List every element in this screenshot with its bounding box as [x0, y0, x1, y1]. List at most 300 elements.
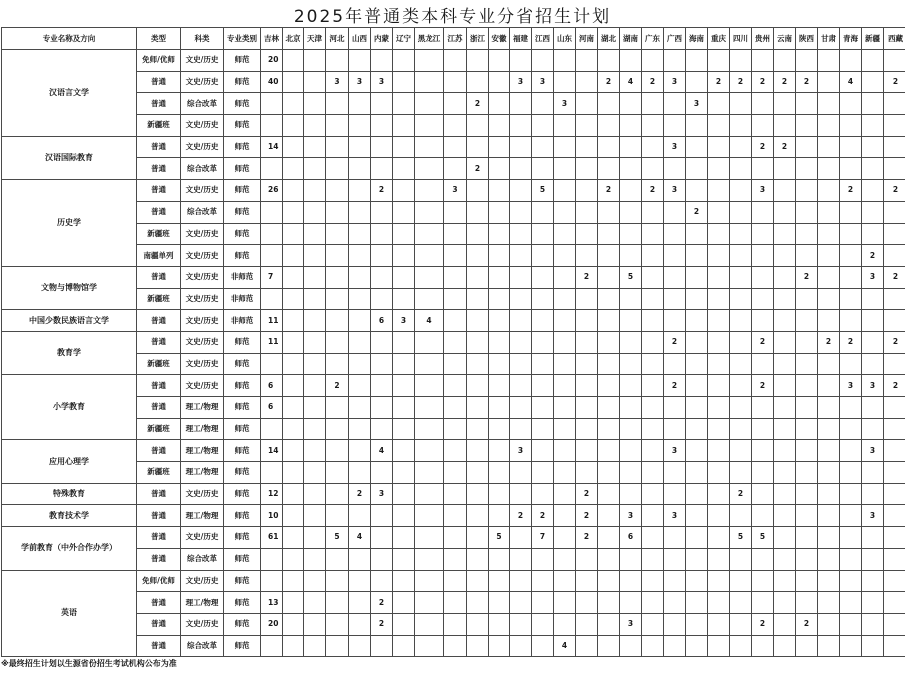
quota-cell: [326, 505, 349, 527]
quota-cell: [598, 397, 620, 419]
quota-cell: [444, 223, 467, 245]
quota-cell: [510, 245, 532, 267]
quota-cell: [371, 201, 393, 223]
quota-cell: [283, 635, 304, 657]
quota-cell: [818, 266, 840, 288]
quota-cell: 3: [349, 71, 371, 93]
quota-cell: [598, 50, 620, 72]
quota-cell: [774, 223, 796, 245]
quota-cell: [620, 50, 642, 72]
quota-cell: [467, 331, 489, 353]
quota-cell: [349, 93, 371, 115]
quota-cell: [752, 548, 774, 570]
quota-cell: [283, 331, 304, 353]
subject-track: 理工/物理: [181, 418, 224, 440]
quota-cell: [708, 505, 730, 527]
quota-cell: [489, 483, 510, 505]
quota-cell: [532, 418, 554, 440]
quota-cell: [796, 375, 818, 397]
quota-cell: [261, 93, 283, 115]
quota-cell: [818, 245, 840, 267]
quota-cell: [686, 527, 708, 549]
quota-cell: [752, 462, 774, 484]
quota-cell: [862, 223, 884, 245]
quota-cell: [796, 136, 818, 158]
quota-cell: [489, 635, 510, 657]
quota-cell: 2: [467, 93, 489, 115]
quota-cell: [444, 310, 467, 332]
quota-cell: [576, 462, 598, 484]
table-row: [2, 288, 905, 310]
quota-cell: [444, 613, 467, 635]
quota-cell: 2: [774, 71, 796, 93]
quota-cell: [393, 548, 415, 570]
table-row: [2, 71, 905, 93]
quota-cell: [884, 483, 905, 505]
quota-cell: [467, 635, 489, 657]
quota-cell: [818, 136, 840, 158]
quota-cell: [752, 158, 774, 180]
admission-type: 新疆班: [137, 115, 181, 137]
quota-cell: [862, 613, 884, 635]
quota-cell: 5: [752, 527, 774, 549]
column-header: 云南: [774, 28, 796, 50]
quota-cell: [554, 548, 576, 570]
quota-cell: [774, 266, 796, 288]
quota-cell: [862, 353, 884, 375]
quota-cell: 2: [532, 505, 554, 527]
quota-cell: [686, 50, 708, 72]
quota-cell: [576, 310, 598, 332]
subject-track: 理工/物理: [181, 397, 224, 419]
quota-cell: 3: [620, 613, 642, 635]
quota-cell: [598, 93, 620, 115]
quota-cell: [304, 136, 326, 158]
quota-cell: [371, 505, 393, 527]
quota-cell: [393, 483, 415, 505]
quota-cell: [664, 548, 686, 570]
quota-cell: [730, 440, 752, 462]
quota-cell: [708, 397, 730, 419]
quota-cell: 4: [840, 71, 862, 93]
quota-cell: [620, 635, 642, 657]
major-category: 非师范: [224, 288, 261, 310]
admission-type: 南疆单列: [137, 245, 181, 267]
quota-cell: [415, 180, 444, 202]
table-row: [2, 635, 905, 657]
quota-cell: 6: [620, 527, 642, 549]
quota-cell: [304, 331, 326, 353]
quota-cell: [840, 440, 862, 462]
quota-cell: 2: [371, 592, 393, 614]
quota-cell: [393, 440, 415, 462]
quota-cell: [415, 245, 444, 267]
quota-cell: [686, 418, 708, 440]
quota-cell: [489, 136, 510, 158]
quota-cell: [444, 462, 467, 484]
quota-cell: [730, 223, 752, 245]
quota-cell: [796, 245, 818, 267]
quota-cell: [554, 201, 576, 223]
quota-cell: [532, 613, 554, 635]
quota-cell: [532, 548, 554, 570]
quota-cell: [620, 397, 642, 419]
quota-cell: [349, 201, 371, 223]
major-category: 师范: [224, 50, 261, 72]
column-header: 天津: [304, 28, 326, 50]
quota-cell: [349, 592, 371, 614]
quota-cell: 6: [261, 397, 283, 419]
quota-cell: [686, 331, 708, 353]
admission-type: 免师/优师: [137, 570, 181, 592]
quota-cell: [642, 592, 664, 614]
major-name: 学前教育（中外合作办学）: [2, 527, 137, 570]
quota-cell: [444, 50, 467, 72]
quota-cell: [283, 548, 304, 570]
quota-cell: [818, 570, 840, 592]
quota-cell: [554, 223, 576, 245]
quota-cell: [730, 50, 752, 72]
quota-cell: [283, 527, 304, 549]
quota-cell: [642, 331, 664, 353]
quota-cell: [642, 201, 664, 223]
quota-cell: [371, 93, 393, 115]
quota-cell: [664, 635, 686, 657]
quota-cell: [686, 613, 708, 635]
quota-cell: [326, 592, 349, 614]
quota-cell: [576, 440, 598, 462]
quota-cell: [532, 245, 554, 267]
table-row: [2, 310, 905, 332]
quota-cell: [576, 331, 598, 353]
quota-cell: [642, 375, 664, 397]
column-header: 辽宁: [393, 28, 415, 50]
quota-cell: [576, 635, 598, 657]
quota-cell: [752, 418, 774, 440]
quota-cell: [415, 71, 444, 93]
quota-cell: [818, 115, 840, 137]
quota-cell: [489, 505, 510, 527]
quota-cell: [326, 548, 349, 570]
major-category: 师范: [224, 331, 261, 353]
major-category: 非师范: [224, 266, 261, 288]
quota-cell: [326, 310, 349, 332]
quota-cell: [554, 505, 576, 527]
major-name: 中国少数民族语言文学: [2, 310, 137, 332]
quota-cell: [796, 223, 818, 245]
table-row: [2, 505, 905, 527]
quota-cell: [862, 180, 884, 202]
quota-cell: [304, 71, 326, 93]
quota-cell: [283, 310, 304, 332]
quota-cell: [283, 397, 304, 419]
quota-cell: [304, 201, 326, 223]
table-row: [2, 180, 905, 202]
quota-cell: [664, 592, 686, 614]
quota-cell: [349, 440, 371, 462]
quota-cell: [620, 310, 642, 332]
quota-cell: [371, 331, 393, 353]
quota-cell: [620, 462, 642, 484]
quota-cell: 4: [371, 440, 393, 462]
quota-cell: [642, 570, 664, 592]
quota-cell: 10: [261, 505, 283, 527]
quota-cell: [664, 266, 686, 288]
quota-cell: [642, 635, 664, 657]
quota-cell: [444, 418, 467, 440]
quota-cell: [415, 375, 444, 397]
major-name: 教育技术学: [2, 505, 137, 527]
quota-cell: [840, 93, 862, 115]
admission-type: 免师/优师: [137, 50, 181, 72]
quota-cell: [283, 71, 304, 93]
quota-cell: [796, 548, 818, 570]
quota-cell: [304, 266, 326, 288]
quota-cell: [576, 418, 598, 440]
major-category: 师范: [224, 505, 261, 527]
quota-cell: [884, 93, 905, 115]
quota-cell: [304, 527, 326, 549]
subject-track: 综合改革: [181, 201, 224, 223]
quota-cell: [444, 483, 467, 505]
column-header: 浙江: [467, 28, 489, 50]
table-row: [2, 462, 905, 484]
table-row: [2, 93, 905, 115]
table-row: [2, 223, 905, 245]
quota-cell: [840, 353, 862, 375]
quota-cell: [554, 397, 576, 419]
major-category: 师范: [224, 483, 261, 505]
admission-type: 普通: [137, 483, 181, 505]
quota-cell: [620, 115, 642, 137]
quota-cell: [532, 635, 554, 657]
quota-cell: [444, 201, 467, 223]
quota-cell: 3: [664, 71, 686, 93]
quota-cell: [371, 50, 393, 72]
quota-cell: [774, 245, 796, 267]
quota-cell: [415, 158, 444, 180]
quota-cell: [752, 266, 774, 288]
quota-cell: [326, 613, 349, 635]
quota-cell: [774, 93, 796, 115]
admission-type: 普通: [137, 180, 181, 202]
quota-cell: [686, 223, 708, 245]
admission-type: 普通: [137, 331, 181, 353]
table-row: [2, 158, 905, 180]
quota-cell: 2: [752, 331, 774, 353]
quota-cell: [818, 440, 840, 462]
quota-cell: 2: [774, 136, 796, 158]
quota-cell: [796, 462, 818, 484]
subject-track: 文史/历史: [181, 613, 224, 635]
quota-cell: [326, 570, 349, 592]
subject-track: 文史/历史: [181, 527, 224, 549]
quota-cell: [818, 375, 840, 397]
quota-cell: 11: [261, 331, 283, 353]
quota-cell: [708, 180, 730, 202]
major-name: 汉语言文学: [2, 50, 137, 137]
quota-cell: [752, 310, 774, 332]
column-header: 陕西: [796, 28, 818, 50]
quota-cell: [489, 115, 510, 137]
quota-cell: [796, 93, 818, 115]
quota-cell: [642, 505, 664, 527]
quota-cell: 2: [752, 375, 774, 397]
quota-cell: [444, 331, 467, 353]
quota-cell: [774, 635, 796, 657]
quota-cell: [576, 592, 598, 614]
quota-cell: [818, 462, 840, 484]
quota-cell: [415, 418, 444, 440]
quota-cell: [304, 50, 326, 72]
quota-cell: [467, 570, 489, 592]
quota-cell: [467, 418, 489, 440]
quota-cell: [576, 397, 598, 419]
quota-cell: [415, 397, 444, 419]
quota-cell: [620, 331, 642, 353]
table-row: [2, 592, 905, 614]
quota-cell: [415, 505, 444, 527]
quota-cell: [326, 353, 349, 375]
quota-cell: [510, 375, 532, 397]
quota-cell: [444, 527, 467, 549]
quota-cell: [326, 136, 349, 158]
subject-track: 综合改革: [181, 93, 224, 115]
quota-cell: [708, 93, 730, 115]
quota-cell: 2: [576, 266, 598, 288]
quota-cell: [415, 592, 444, 614]
quota-cell: [642, 223, 664, 245]
quota-cell: [326, 223, 349, 245]
quota-cell: [840, 462, 862, 484]
quota-cell: [730, 288, 752, 310]
quota-cell: [708, 136, 730, 158]
quota-cell: [510, 158, 532, 180]
quota-cell: 40: [261, 71, 283, 93]
quota-cell: [444, 635, 467, 657]
quota-cell: [774, 462, 796, 484]
quota-cell: [444, 375, 467, 397]
quota-cell: [261, 353, 283, 375]
table-row: [2, 418, 905, 440]
quota-cell: [598, 266, 620, 288]
column-header: 湖北: [598, 28, 620, 50]
major-name: 小学教育: [2, 375, 137, 440]
quota-cell: [393, 93, 415, 115]
header-row: [2, 28, 905, 50]
quota-cell: [371, 266, 393, 288]
major-category: 师范: [224, 462, 261, 484]
quota-cell: [818, 635, 840, 657]
subject-track: 文史/历史: [181, 223, 224, 245]
quota-cell: [884, 245, 905, 267]
quota-cell: [304, 310, 326, 332]
quota-cell: 14: [261, 136, 283, 158]
quota-cell: [510, 310, 532, 332]
subject-track: 文史/历史: [181, 331, 224, 353]
quota-cell: [862, 288, 884, 310]
quota-cell: [862, 462, 884, 484]
subject-track: 理工/物理: [181, 505, 224, 527]
quota-cell: [510, 527, 532, 549]
column-header: 安徽: [489, 28, 510, 50]
quota-cell: [304, 613, 326, 635]
quota-cell: [371, 245, 393, 267]
quota-cell: [554, 483, 576, 505]
quota-cell: [467, 180, 489, 202]
table-row: [2, 331, 905, 353]
subject-track: 文史/历史: [181, 310, 224, 332]
major-name: 教育学: [2, 331, 137, 374]
quota-cell: [489, 375, 510, 397]
major-category: 师范: [224, 71, 261, 93]
quota-cell: 4: [349, 527, 371, 549]
quota-cell: [620, 180, 642, 202]
quota-cell: [598, 115, 620, 137]
quota-cell: [686, 136, 708, 158]
major-category: 师范: [224, 375, 261, 397]
quota-cell: [576, 201, 598, 223]
quota-cell: [598, 440, 620, 462]
quota-cell: [752, 93, 774, 115]
quota-cell: [642, 266, 664, 288]
quota-cell: [620, 288, 642, 310]
quota-cell: [489, 288, 510, 310]
quota-cell: [664, 397, 686, 419]
quota-cell: 2: [686, 201, 708, 223]
quota-cell: [620, 201, 642, 223]
quota-cell: [554, 375, 576, 397]
quota-cell: [752, 570, 774, 592]
quota-cell: [489, 462, 510, 484]
quota-cell: [349, 310, 371, 332]
table-body: [2, 50, 905, 657]
quota-cell: [884, 223, 905, 245]
quota-cell: [620, 375, 642, 397]
quota-cell: [620, 223, 642, 245]
quota-cell: [708, 440, 730, 462]
admission-type: 普通: [137, 71, 181, 93]
quota-cell: [708, 310, 730, 332]
quota-cell: [818, 418, 840, 440]
major-name: 特殊教育: [2, 483, 137, 505]
quota-cell: [489, 440, 510, 462]
quota-cell: [467, 397, 489, 419]
quota-cell: [304, 570, 326, 592]
quota-cell: 3: [664, 136, 686, 158]
quota-cell: [862, 635, 884, 657]
quota-cell: [467, 440, 489, 462]
quota-cell: 2: [752, 136, 774, 158]
quota-cell: 2: [326, 375, 349, 397]
quota-cell: [489, 397, 510, 419]
quota-cell: [510, 635, 532, 657]
quota-cell: [884, 201, 905, 223]
quota-cell: [774, 397, 796, 419]
admission-type: 普通: [137, 613, 181, 635]
column-header: 四川: [730, 28, 752, 50]
quota-cell: [796, 331, 818, 353]
quota-cell: [708, 375, 730, 397]
quota-cell: [686, 288, 708, 310]
quota-cell: [467, 505, 489, 527]
quota-cell: [393, 462, 415, 484]
quota-cell: [862, 50, 884, 72]
quota-cell: [774, 483, 796, 505]
quota-cell: [415, 201, 444, 223]
quota-cell: 20: [261, 613, 283, 635]
quota-cell: [752, 592, 774, 614]
